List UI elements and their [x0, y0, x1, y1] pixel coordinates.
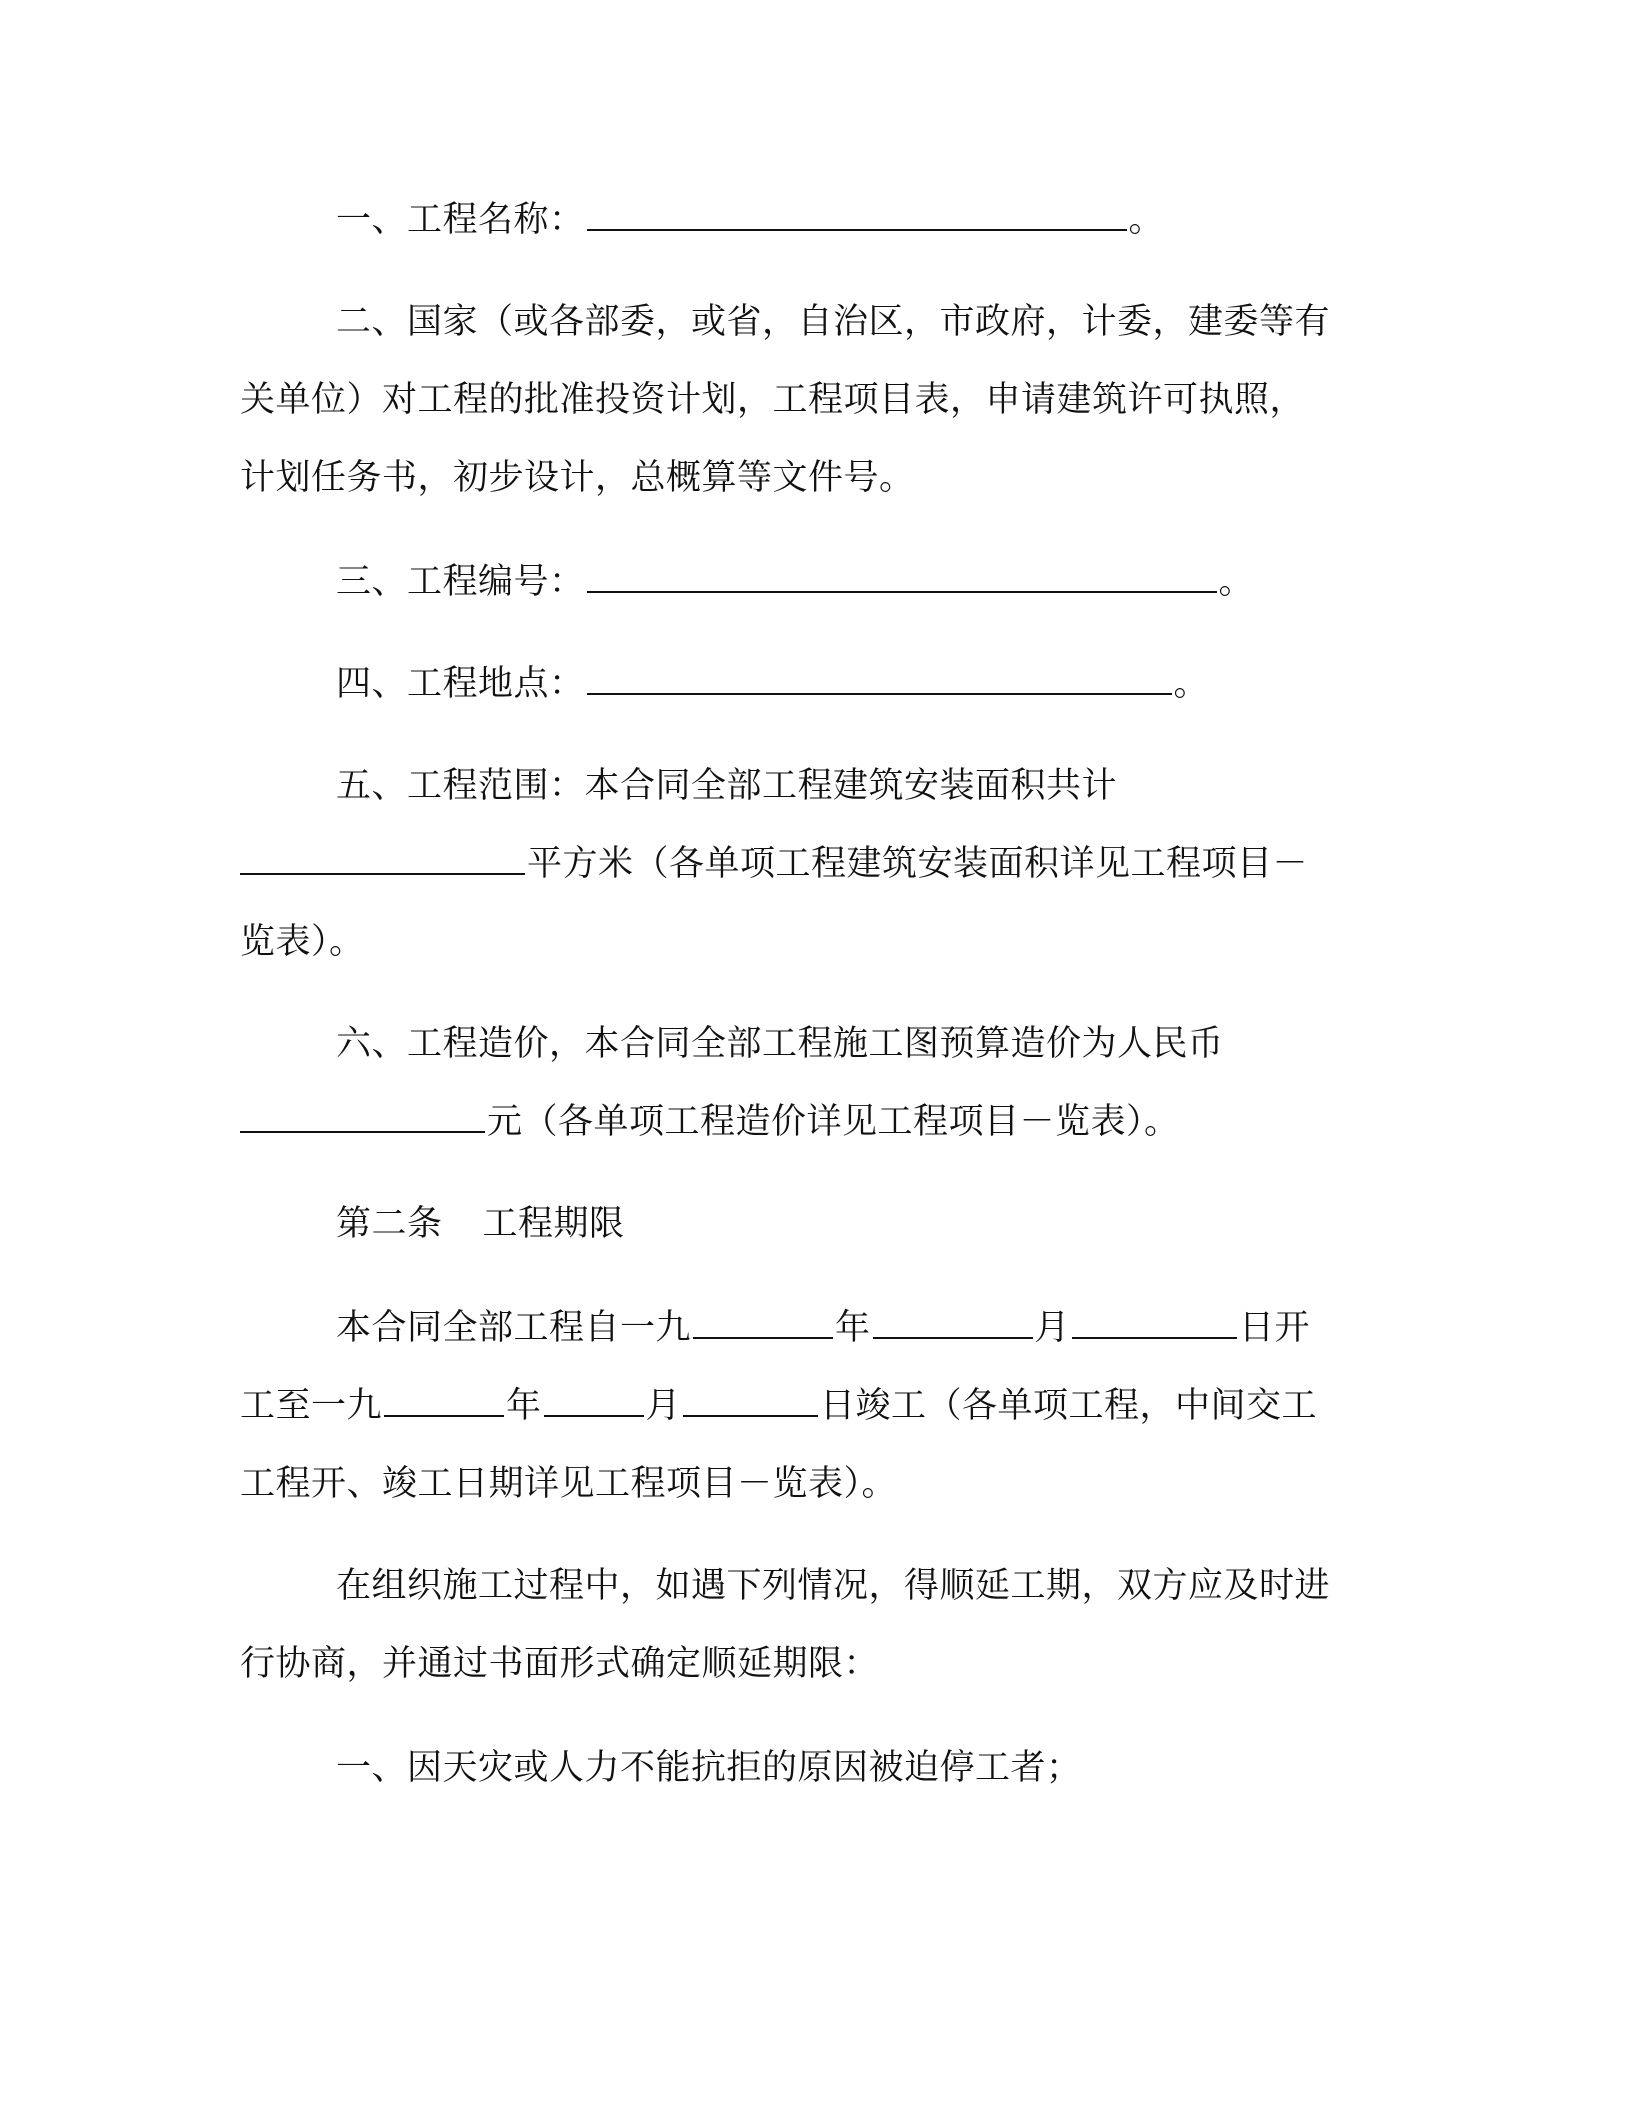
project-name-line	[336, 196, 1164, 244]
document-page	[240, 0, 1400, 2112]
cost-line-1: 六、工程造价，本合同全部工程施工图预算造价为人民币	[336, 1024, 1224, 1064]
extension-line-1: 在组织施工过程中，如遇下列情况，得顺延工期，双方应及时进	[336, 1566, 1331, 1606]
start-day-blank	[1072, 1307, 1237, 1339]
project-number-end: 。	[1218, 562, 1255, 602]
start-month-label: 月	[1034, 1308, 1071, 1348]
project-location-end: 。	[1173, 664, 1210, 704]
approval-line-1: 二、国家（或各部委，或省，自治区，市政府，计委，建委等有	[336, 302, 1331, 342]
end-day-blank	[683, 1385, 818, 1417]
area-blank	[240, 843, 525, 875]
cost-line-2-text: 元（各单项工程造价详见工程项目－览表）。	[487, 1102, 1180, 1142]
end-month-blank	[544, 1385, 644, 1417]
case-1-line: 一、因天灾或人力不能抗拒的原因被迫停工者；	[336, 1748, 1082, 1788]
project-location-blank	[587, 663, 1172, 695]
start-day-label: 日开	[1239, 1308, 1311, 1348]
scope-line-2	[240, 840, 1308, 888]
end-month-label: 月	[645, 1386, 682, 1426]
period-line-1	[336, 1304, 1310, 1352]
period-end-text: 工至一九	[240, 1386, 383, 1426]
scope-line-2-text: 平方米（各单项工程建筑安装面积详见工程项目－	[527, 844, 1309, 884]
scope-line-3: 览表）。	[240, 922, 365, 962]
end-day-label: 日竣工（各单项工程，中间交工	[820, 1386, 1318, 1426]
approval-line-3: 计划任务书，初步设计，总概算等文件号。	[240, 458, 915, 498]
article-2-title: 工程期限	[482, 1204, 625, 1244]
start-month-blank	[873, 1307, 1033, 1339]
start-year-blank	[693, 1307, 833, 1339]
cost-blank	[240, 1101, 485, 1133]
approval-line-2: 关单位）对工程的批准投资计划，工程项目表，申请建筑许可执照，	[240, 380, 1306, 420]
article-2-heading	[336, 1200, 625, 1248]
scope-line-1: 五、工程范围：本合同全部工程建筑安装面积共计	[336, 766, 1118, 806]
end-year-blank	[384, 1385, 504, 1417]
start-year-label: 年	[835, 1308, 871, 1348]
project-number-blank	[587, 561, 1217, 593]
project-number-line	[336, 558, 1254, 606]
project-location-line	[336, 660, 1209, 708]
cost-line-2	[240, 1098, 1180, 1146]
period-line-2	[240, 1382, 1317, 1430]
project-name-end: 。	[1128, 200, 1165, 240]
project-name-label: 一、工程名称：	[336, 200, 585, 240]
end-year-label: 年	[506, 1386, 542, 1426]
project-name-blank	[587, 199, 1127, 231]
period-line-3: 工程开、竣工日期详见工程项目－览表）。	[240, 1464, 898, 1504]
article-2-number: 第二条	[336, 1204, 443, 1244]
extension-line-2: 行协商，并通过书面形式确定顺延期限：	[240, 1644, 880, 1684]
project-location-label: 四、工程地点：	[336, 664, 585, 704]
period-start-text: 本合同全部工程自一九	[336, 1308, 692, 1348]
project-number-label: 三、工程编号：	[336, 562, 585, 602]
